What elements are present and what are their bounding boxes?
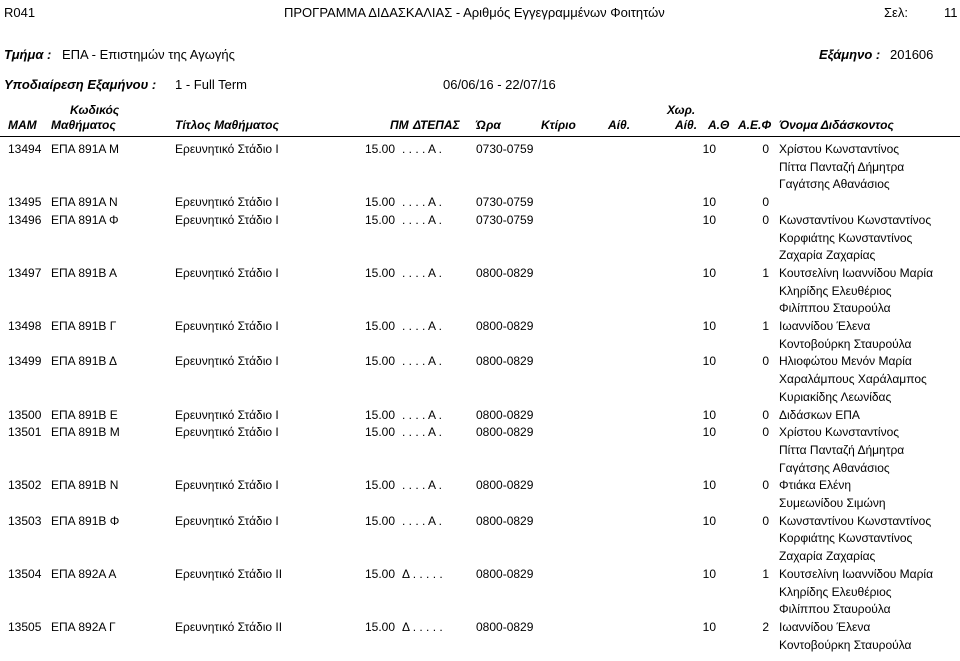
cell-aef: 2 — [762, 619, 769, 634]
cell-aef: 1 — [762, 265, 769, 280]
cell-instructor: Ζαχαρία Ζαχαρίας — [779, 248, 876, 263]
cell-ath: 10 — [702, 619, 716, 634]
cell-pm: 15.00 — [365, 212, 396, 227]
col-pm: ΠΜ — [390, 118, 409, 132]
cell-aef: 0 — [762, 513, 769, 528]
semester-value: 201606 — [890, 47, 934, 62]
cell-title: Ερευνητικό Στάδιο Ι — [175, 407, 279, 422]
cell-title: Ερευνητικό Στάδιο Ι — [175, 513, 279, 528]
report-title: ΠΡΟΓΡΑΜΜΑ ΔΙΔΑΣΚΑΛΙΑΣ - Αριθμός Εγγεγραμμένων Φοιτητών — [284, 5, 665, 20]
col-mam: ΜΑΜ — [8, 118, 37, 132]
cell-days: Δ . . . . . — [402, 566, 443, 581]
cell-aef: 1 — [762, 566, 769, 581]
cell-days: . . . . Α . — [402, 265, 443, 280]
cell-instructor: Γαγάτσης Αθανάσιος — [779, 177, 890, 192]
cell-instructor: Φτιάκα Ελένη — [779, 478, 852, 493]
col-aef: Α.Ε.Φ — [738, 118, 772, 132]
cell-instructor: Κορφιάτης Κωνσταντίνος — [779, 230, 913, 245]
cell-pm: 15.00 — [365, 425, 396, 440]
semester-label: Εξάμηνο : — [819, 47, 881, 62]
cell-ath: 10 — [702, 354, 716, 369]
cell-ath: 10 — [702, 212, 716, 227]
cell-hour: 0800-0829 — [476, 354, 534, 369]
cell-code: ΕΠΑ 891Β Δ — [51, 354, 118, 369]
cell-title: Ερευνητικό Στάδιο Ι — [175, 478, 279, 493]
cell-ath: 10 — [702, 478, 716, 493]
cell-aef: 0 — [762, 354, 769, 369]
cell-days: . . . . Α . — [402, 425, 443, 440]
cell-mam: 13498 — [8, 319, 42, 333]
cell-instructor: Φιλίππου Σταυρούλα — [779, 301, 891, 316]
cell-instructor: Κωνσταντίνου Κωνσταντίνος — [779, 513, 932, 528]
date-range: 06/06/16 - 22/07/16 — [443, 77, 556, 92]
cell-instructor: Κυριακίδης Λεωνίδας — [779, 389, 892, 404]
cell-instructor: Κουτσελίνη Ιωαννίδου Μαρία — [779, 265, 934, 280]
cell-code: ΕΠΑ 891Α Φ — [51, 212, 119, 227]
cell-title: Ερευνητικό Στάδιο Ι — [175, 354, 279, 369]
cell-days: . . . . Α . — [402, 407, 443, 422]
report-id: R041 — [4, 5, 36, 20]
cell-mam: 13501 — [8, 425, 42, 440]
cell-ath: 10 — [702, 407, 716, 422]
cell-instructor: Κορφιάτης Κωνσταντίνος — [779, 531, 913, 546]
cell-instructor: Κληρίδης Ελευθέριος — [779, 584, 892, 599]
cell-days: . . . . Α . — [402, 142, 443, 156]
cell-aef: 0 — [762, 407, 769, 422]
cell-pm: 15.00 — [365, 195, 396, 210]
cell-days: . . . . Α . — [402, 319, 443, 333]
cell-hour: 0800-0829 — [476, 566, 534, 581]
cell-hour: 0800-0829 — [476, 619, 534, 634]
cell-mam: 13500 — [8, 407, 42, 422]
cell-mam: 13502 — [8, 478, 42, 493]
cell-pm: 15.00 — [365, 513, 396, 528]
cell-hour: 0800-0829 — [476, 425, 534, 440]
cell-pm: 15.00 — [365, 478, 396, 493]
cell-pm: 15.00 — [365, 566, 396, 581]
col-ath: Α.Θ — [708, 118, 730, 132]
cell-code: ΕΠΑ 891Α Ν — [51, 195, 118, 210]
page-label: Σελ: — [884, 5, 908, 20]
cell-hour: 0730-0759 — [476, 195, 534, 210]
cell-code: ΕΠΑ 891Β Φ — [51, 513, 120, 528]
cell-aef: 0 — [762, 425, 769, 440]
cell-aef: 1 — [762, 319, 769, 333]
subdivision-value: 1 - Full Term — [175, 77, 247, 92]
cell-days: . . . . Α . — [402, 478, 443, 493]
cell-instructor: Χρίστου Κωνσταντίνος — [779, 425, 900, 440]
cell-pm: 15.00 — [365, 354, 396, 369]
cell-instructor: Διδάσκων ΕΠΑ — [779, 407, 860, 422]
header-divider — [0, 136, 960, 137]
cell-code: ΕΠΑ 892Α Α — [51, 566, 117, 581]
cell-ath: 10 — [702, 566, 716, 581]
cell-pm: 15.00 — [365, 142, 396, 156]
cell-instructor: Συμεωνίδου Σιμώνη — [779, 496, 886, 510]
cell-instructor: Ζαχαρία Ζαχαρίας — [779, 549, 876, 564]
col-code-bottom: Μαθήματος — [51, 118, 116, 132]
cell-instructor: Κοντοβούρκη Σταυρούλα — [779, 336, 912, 351]
cell-days: Δ . . . . . — [402, 619, 443, 634]
cell-instructor: Κουτσελίνη Ιωαννίδου Μαρία — [779, 566, 934, 581]
cell-mam: 13495 — [8, 195, 42, 210]
cell-code: ΕΠΑ 891Β Γ — [51, 319, 117, 333]
cell-instructor: Χρίστου Κωνσταντίνος — [779, 142, 900, 156]
cell-aef: 0 — [762, 212, 769, 227]
cell-mam: 13496 — [8, 212, 42, 227]
cell-instructor: Κωνσταντίνου Κωνσταντίνος — [779, 212, 932, 227]
cell-ath: 10 — [702, 195, 716, 210]
cell-ath: 10 — [702, 265, 716, 280]
subdivision-label: Υποδιαίρεση Εξαμήνου : — [4, 77, 157, 92]
cell-hour: 0800-0829 — [476, 513, 534, 528]
cell-code: ΕΠΑ 891Β Ε — [51, 407, 118, 422]
cell-code: ΕΠΑ 891Β Ν — [51, 478, 119, 493]
department-label: Τμήμα : — [4, 47, 52, 62]
cell-code: ΕΠΑ 891Β Μ — [51, 425, 120, 440]
cell-days: . . . . Α . — [402, 195, 443, 210]
cell-days: . . . . Α . — [402, 354, 443, 369]
cell-instructor: Πίττα Πανταζή Δήμητρα — [779, 159, 905, 174]
cell-code: ΕΠΑ 891Β Α — [51, 265, 118, 280]
cell-hour: 0800-0829 — [476, 265, 534, 280]
cell-aef: 0 — [762, 195, 769, 210]
col-room: Αίθ. — [608, 118, 631, 132]
col-days: ΔΤΕΠΑΣ — [413, 118, 460, 132]
cell-code: ΕΠΑ 891Α Μ — [51, 142, 120, 156]
cell-mam: 13504 — [8, 566, 42, 581]
cell-mam: 13499 — [8, 354, 42, 369]
cell-instructor: Ηλιοφώτου Μενόν Μαρία — [779, 354, 912, 369]
col-title: Τίτλος Μαθήματος — [175, 118, 279, 132]
cell-aef: 0 — [762, 142, 769, 156]
cell-ath: 10 — [702, 142, 716, 156]
cell-code: ΕΠΑ 892Α Γ — [51, 619, 116, 634]
col-capacity-top: Χωρ. — [667, 103, 696, 117]
cell-title: Ερευνητικό Στάδιο ΙΙ — [175, 566, 283, 581]
cell-pm: 15.00 — [365, 619, 396, 634]
cell-mam: 13497 — [8, 265, 42, 280]
cell-instructor: Πίττα Πανταζή Δήμητρα — [779, 442, 905, 457]
cell-days: . . . . Α . — [402, 513, 443, 528]
cell-instructor: Γαγάτσης Αθανάσιος — [779, 460, 890, 475]
cell-hour: 0800-0829 — [476, 319, 534, 333]
cell-title: Ερευνητικό Στάδιο Ι — [175, 319, 279, 333]
cell-pm: 15.00 — [365, 265, 396, 280]
cell-instructor: Ιωαννίδου Έλενα — [779, 619, 871, 634]
cell-hour: 0730-0759 — [476, 212, 534, 227]
cell-instructor: Φιλίππου Σταυρούλα — [779, 602, 891, 617]
cell-title: Ερευνητικό Στάδιο Ι — [175, 425, 279, 440]
page-number: 11 — [944, 5, 958, 20]
cell-title: Ερευνητικό Στάδιο Ι — [175, 195, 279, 210]
cell-pm: 15.00 — [365, 319, 396, 333]
cell-ath: 10 — [702, 319, 716, 333]
cell-ath: 10 — [702, 425, 716, 440]
cell-title: Ερευνητικό Στάδιο Ι — [175, 142, 279, 156]
col-hour: Ώρα — [476, 118, 501, 132]
col-capacity-bottom: Αίθ. — [675, 118, 698, 132]
col-building: Κτίριο — [541, 118, 576, 132]
cell-days: . . . . Α . — [402, 212, 443, 227]
cell-instructor: Ιωαννίδου Έλενα — [779, 319, 871, 333]
cell-instructor: Χαραλάμπους Χαράλαμπος — [779, 372, 927, 387]
col-instructor: Όνομα Διδάσκοντος — [779, 118, 894, 132]
cell-hour: 0800-0829 — [476, 407, 534, 422]
cell-pm: 15.00 — [365, 407, 396, 422]
cell-hour: 0730-0759 — [476, 142, 534, 156]
cell-title: Ερευνητικό Στάδιο Ι — [175, 265, 279, 280]
cell-ath: 10 — [702, 513, 716, 528]
cell-hour: 0800-0829 — [476, 478, 534, 493]
cell-mam: 13494 — [8, 142, 42, 156]
cell-mam: 13505 — [8, 619, 42, 634]
cell-mam: 13503 — [8, 513, 42, 528]
cell-instructor: Κληρίδης Ελευθέριος — [779, 283, 892, 298]
department-value: ΕΠΑ - Επιστημών της Αγωγής — [62, 47, 235, 62]
col-code-top: Κωδικός — [70, 103, 120, 117]
cell-instructor: Κοντοβούρκη Σταυρούλα — [779, 637, 912, 652]
cell-aef: 0 — [762, 478, 769, 493]
cell-title: Ερευνητικό Στάδιο ΙΙ — [175, 619, 283, 634]
cell-title: Ερευνητικό Στάδιο Ι — [175, 212, 279, 227]
